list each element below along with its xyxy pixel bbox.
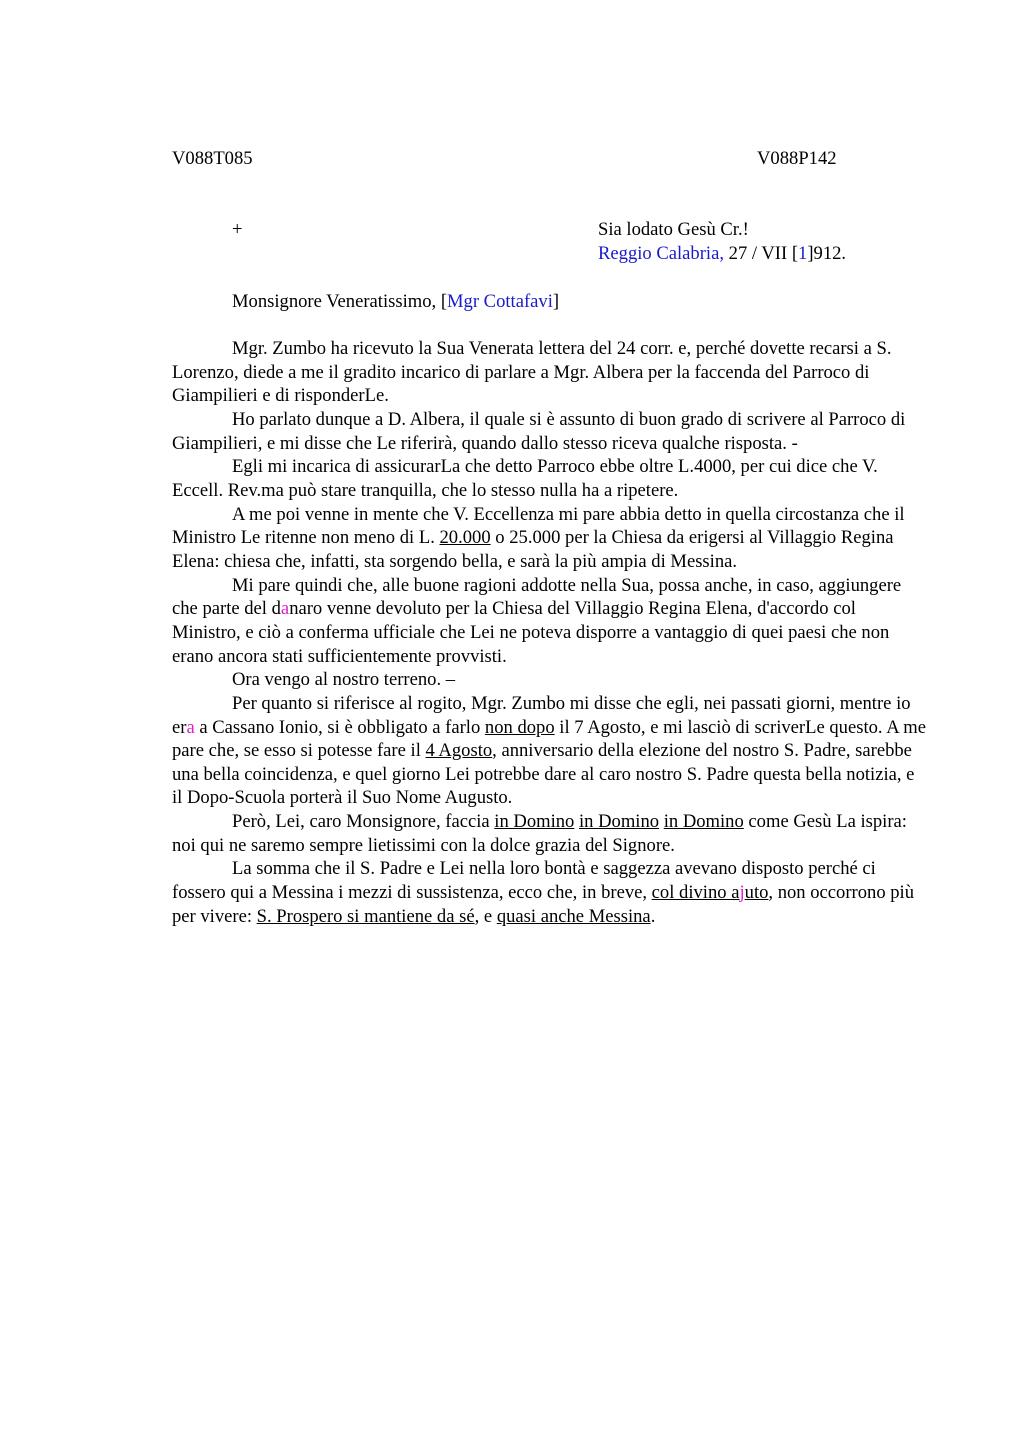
paragraph-7 (172, 692, 928, 810)
paragraph-2: Ho parlato dunque a D. Albera, il quale si è assunto di buon grado di scrivere al Parroco di Giampilieri, e mi disse che Le riferirà, quando dallo stesso riceva qualche risposta. - (172, 408, 906, 454)
place-date-line (598, 242, 846, 266)
cross-symbol: + (232, 219, 243, 240)
underlined-date: 4 Agosto (425, 740, 493, 762)
invocation-line: Sia lodato Gesù Cr.! (598, 219, 749, 240)
date-year-digit: 1 (798, 243, 808, 264)
paragraph-7-text-b: a Cassano Ionio, si è obbligato a farlo (194, 716, 485, 738)
correction-mark: a (186, 716, 195, 738)
letter-heading (598, 218, 846, 266)
correction-mark: j (739, 882, 745, 904)
underlined-amount: 20.000 (439, 527, 491, 549)
paragraph-9-text-b: , non occorrono più per vivere: (172, 882, 915, 927)
underlined-phrase: in Domino (494, 811, 575, 833)
underlined-phrase: quasi anche Messina (496, 905, 651, 927)
paragraph-9-text-d: . (650, 905, 656, 927)
paragraph-6: Ora vengo al nostro terreno. – (232, 669, 456, 691)
underlined-phrase: in Domino (663, 811, 744, 833)
place-name: Reggio Calabria, (598, 243, 724, 264)
underlined-phrase: in Domino (579, 811, 660, 833)
reference-code-left: V088T085 (172, 148, 253, 169)
paragraph-8-text-b: come Gesù La ispira: noi qui ne saremo sempre lietissimi con la dolce grazia del Signore. (172, 811, 907, 856)
paragraph-9-text-c: , e (474, 905, 497, 927)
date-part-1: 27 / VII [ (724, 243, 799, 264)
salutation (232, 290, 559, 314)
underlined-part-a: col divino a (651, 882, 740, 904)
paragraph-3: Egli mi incarica di assicurarLa che detto Parroco ebbe oltre L.4000, per cui dice che V. Eccell. Rev.ma può stare tranquilla, che lo stesso nulla ha a ripetere. (172, 456, 878, 501)
date-part-2: ]912. (807, 243, 847, 264)
paragraph-4 (172, 503, 928, 574)
paragraph-9-text-a: La somma che il S. Padre e Lei nella loro bontà e saggezza avevano disposto perché ci fossero qui a Messina i mezzi di sussistenza, ecco che, in breve, (172, 858, 876, 904)
paragraph-9 (172, 857, 928, 928)
paragraph-7-text-c: il 7 Agosto, e mi lasciò di scriverLe questo. A me pare che, se esso si potesse fare il (172, 716, 926, 762)
paragraph-4-text-b: o 25.000 per la Chiesa da erigersi al Villaggio Regina Elena: chiesa che, infatti, sta sorgendo bella, e sarà la più ampia di Messina. (172, 527, 894, 572)
underlined-part-b: uto (744, 882, 769, 904)
addressee-name: Mgr Cottafavi (447, 291, 553, 312)
underlined-phrase (652, 882, 769, 903)
paragraph-5-text-a: Mi pare quindi che, alle buone ragioni addotte nella Sua, possa anche, in caso, aggiungere che parte del d (172, 574, 902, 620)
underlined-phrase: S. Prospero si mantiene da sé (256, 905, 475, 927)
underlined-phrase: non dopo (484, 716, 555, 738)
reference-code-right: V088P142 (757, 148, 837, 169)
correction-mark: a (280, 598, 290, 620)
paragraph-7-text-d: , anniversario della elezione del nostro S. Padre, sarebbe una bella coincidenza, e quel giorno Lei potrebbe dare al caro nostro S. Padre questa bella notizia, e il Dopo-Scuola porterà il Suo Nome Augusto. (172, 740, 915, 809)
paragraph-1: Mgr. Zumbo ha ricevuto la Sua Venerata lettera del 24 corr. e, perché dovette recarsi a S. Lorenzo, diede a me il gradito incarico di parlare a Mgr. Albera per la faccenda del Parroco di Giampilieri e di risponderLe. (172, 338, 892, 407)
salutation-text: Monsignore Veneratissimo, [ (232, 291, 448, 312)
paragraph-5 (172, 574, 928, 669)
paragraph-7-text-a: Per quanto si riferisce al rogito, Mgr. Zumbo mi disse che egli, nei passati giorni, mentre io er (172, 692, 911, 738)
paragraph-4-text-a: A me poi venne in mente che V. Eccellenza mi pare abbia detto in quella circostanza che il Ministro Le ritenne non meno di L. (172, 503, 905, 549)
letter-body (172, 337, 928, 928)
paragraph-8-text-a: Però, Lei, caro Monsignore, faccia (232, 811, 495, 833)
salutation-close: ] (552, 291, 560, 312)
paragraph-5-text-b: naro venne devoluto per la Chiesa del Villaggio Regina Elena, d'accordo col Ministro, e ciò a conferma ufficiale che Lei ne poteva disporre a vantaggio di quei paesi che non erano ancora stati sufficientemente provvisti. (172, 598, 890, 667)
paragraph-8 (172, 810, 928, 857)
